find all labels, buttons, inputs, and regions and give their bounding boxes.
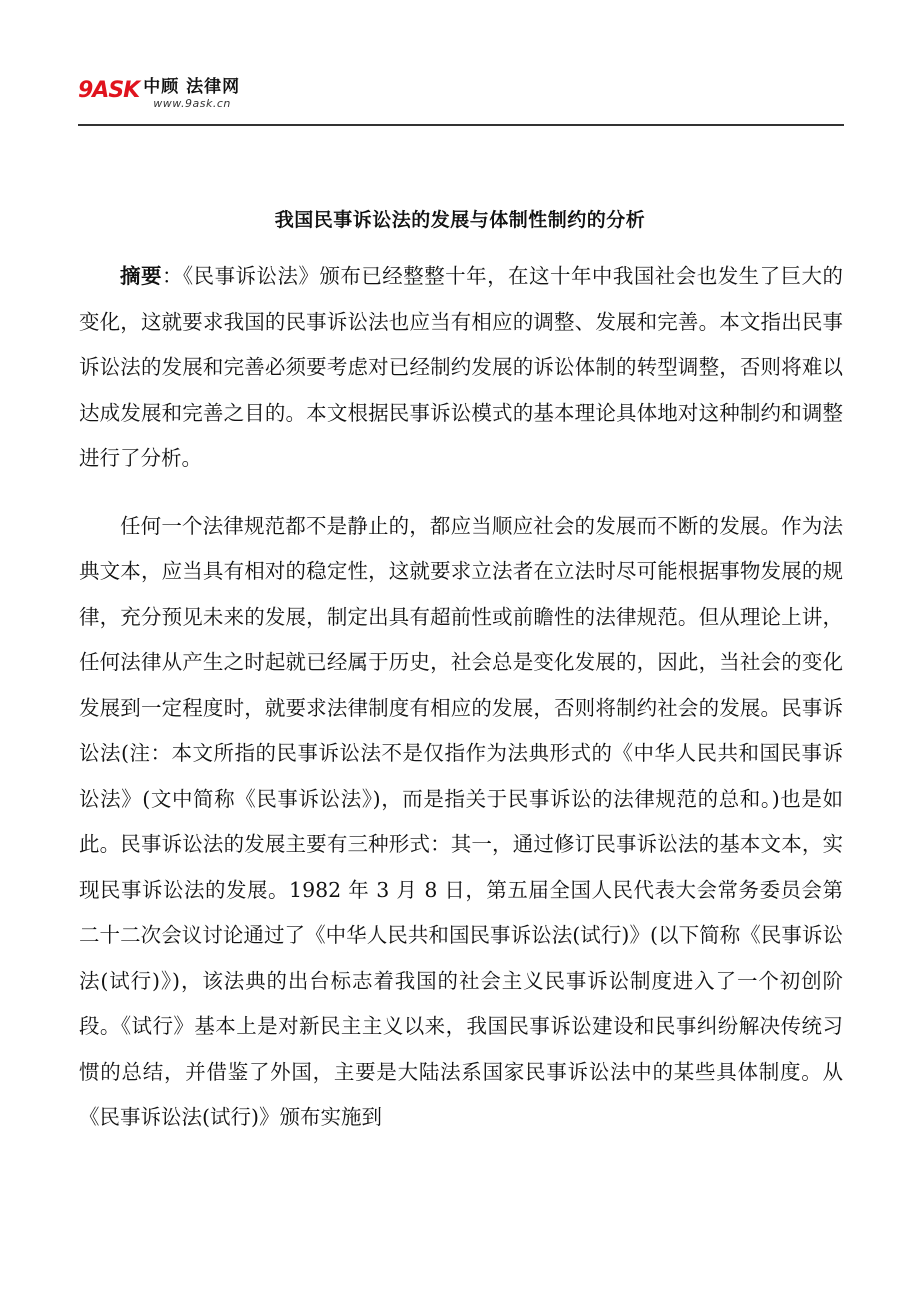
logo-text-group xyxy=(143,76,240,110)
logo-site-name: 中顾 法律网 xyxy=(143,77,241,97)
abstract-label: 摘要 xyxy=(120,264,162,288)
site-logo[interactable] xyxy=(78,76,240,116)
logo-brand-mark: 9ASK xyxy=(78,78,140,103)
document-body xyxy=(79,254,843,1141)
logo-url: www.9ask.cn xyxy=(153,97,231,110)
body-paragraph: 任何一个法律规范都不是静止的，都应当顺应社会的发展而不断的发展。作为法典文本，应当具有相对的稳定性，这就要求立法者在立法时尽可能根据事物发展的规律，充分预见未来的发展，制定出具有超前性或前瞻性的法律规范。但从理论上讲，任何法律从产生之时起就已经属于历史，社会总是变化发展的，因此，当社会的变化发展到一定程度时，就要求法律制度有相应的发展，否则将制约社会的发展。民事诉讼法(注：本文所指的民事诉讼法不是仅指作为法典形式的《中华人民共和国民事诉讼法》(文中简称《民事诉讼法》)，而是指关于民事诉讼的法律规范的总和。)也是如此。民事诉讼法的发展主要有三种形式：其一，通过修订民事诉讼法的基本文本，实现民事诉讼法的发展。1982 年 3 月 8 日，第五届全国人民代表大会常务委员会第二十二次会议讨论通过了《中华人民共和国民事诉讼法(试行)》(以下简称《民事诉讼法(试行)》)，该法典的出台标志着我国的社会主义民事诉讼制度进入了一个初创阶段。《试行》基本上是对新民主主义以来，我国民事诉讼建设和民事纠纷解决传统习惯的总结，并借鉴了外国，主要是大陆法系国家民事诉讼法中的某些具体制度。从《民事诉讼法(试行)》颁布实施到 xyxy=(79,513,843,1129)
document-title: 我国民事诉讼法的发展与体制性制约的分析 xyxy=(274,209,646,231)
header-divider xyxy=(78,124,844,126)
page-header xyxy=(78,76,844,128)
abstract-paragraph xyxy=(79,254,843,482)
abstract-text: ：《民事诉讼法》颁布已经整整十年，在这十年中我国社会也发生了巨大的变化，这就要求我国的民事诉讼法也应当有相应的调整、发展和完善。本文指出民事诉讼法的发展和完善必须要考虑对已经制约发展的诉讼体制的转型调整，否则将难以达成发展和完善之目的。本文根据民事诉讼模式的基本理论具体地对这种制约和调整进行了分析。 xyxy=(79,264,844,470)
